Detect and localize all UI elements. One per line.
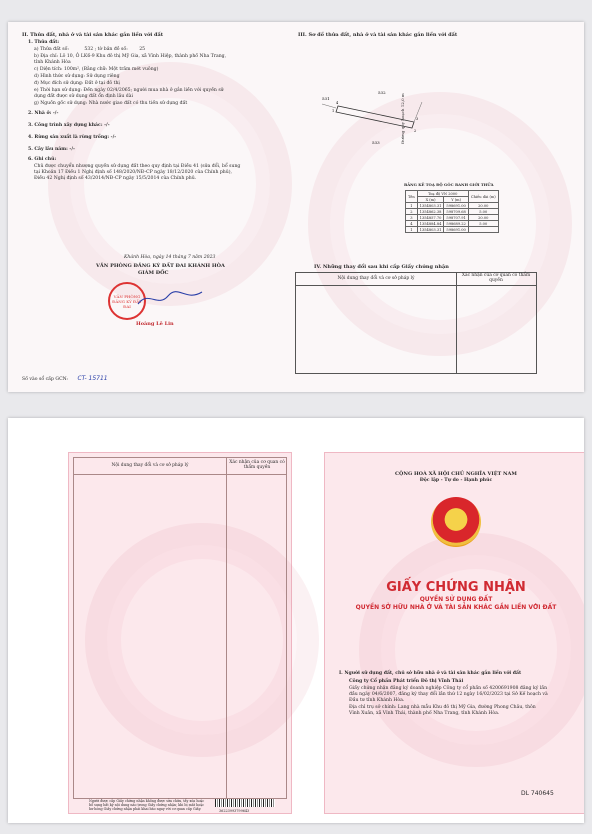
parcel-section-title: 1. Thửa đất:	[28, 40, 60, 45]
owner-name: Công ty Cổ phần Phát triển Đô thị Vĩnh Thái	[349, 679, 464, 684]
cover-page-panel	[324, 452, 584, 814]
note-line-3: Điều 42 Nghị định số 43/2014/NĐ-CP ngày 15/5/2014 của Chính phủ.	[34, 176, 197, 181]
use-term: e) Thời hạn sử dụng: Đến ngày 02/4/2065; người mua nhà ở gắn liền với quyền sử	[34, 88, 224, 93]
coord-header-vn2000: Toạ độ VN 2000	[417, 191, 468, 197]
owner-section-title: I. Người sử dụng đất, chủ sở hữu nhà ở và tài sản khác gắn liền với đất	[339, 671, 522, 676]
changes-table	[295, 272, 537, 374]
parcel-number: 532	[84, 47, 94, 52]
corner-4: 4	[336, 101, 339, 105]
watermark-drum	[359, 533, 584, 767]
use-term-2: dụng đất được sử dụng đất ổn định lâu dài	[34, 94, 133, 99]
forest-section: 4. Rừng sản xuất là rừng trồng: -/-	[28, 135, 117, 140]
page-col-content: Nội dung thay đổi và cơ sở pháp lý	[111, 463, 189, 468]
parcel-area: c) Diện tích: 100m², (Bằng chữ: Một trăm mét vuông)	[34, 67, 159, 72]
corner-3: 3	[416, 117, 419, 121]
perennial-tree-section: 5. Cây lâu năm: -/-	[28, 147, 75, 152]
director-title: GIÁM ĐỐC	[138, 270, 169, 276]
table-row: 3 1354857.70 598707.91 20.00	[406, 215, 499, 221]
corner-2: 2	[414, 129, 417, 133]
changes-col-content: Nội dung thay đổi và cơ sở pháp lý	[337, 276, 415, 281]
issuing-office: VĂN PHÒNG ĐĂNG KÝ ĐẤT ĐAI KHÁNH HÒA	[96, 263, 225, 269]
coord-header-name: Tên	[406, 191, 418, 203]
changes-col-confirm: Xác nhận của cơ quan có thẩm quyền	[461, 273, 531, 283]
section-2-title: II. Thửa đất, nhà ở và tài sản khác gắn liền với đất	[22, 32, 164, 38]
national-emblem-icon	[431, 497, 481, 547]
owner-line-1: Giấy chứng nhận đăng ký doanh nghiệp Công ty cổ phần số 4200691908 đăng ký lần	[349, 686, 548, 691]
note-line-2: tại Khoản 17 Điều 1 Nghị định số 148/2020/NĐ-CP ngày 18/12/2020 của Chính phủ),	[34, 170, 232, 175]
serial-number: DL 740645	[521, 790, 554, 797]
table-row: 1 1354803.31 598691.00	[406, 227, 499, 233]
label-531: 531	[322, 96, 330, 101]
coord-header-x: X (m)	[417, 197, 444, 203]
section-3-title: III. Sơ đồ thửa đất, nhà ở và tài sản khác gắn liền với đất	[298, 32, 458, 38]
use-form: d) Hình thức sử dụng: Sử dụng riêng	[34, 74, 120, 79]
corner-1: 1	[332, 109, 335, 113]
registry-number: Số vào sổ cấp GCN: CT- 15711	[22, 375, 108, 382]
nation-name: CỘNG HOÀ XÃ HỘI CHỦ NGHĨA VIỆT NAM	[395, 471, 517, 477]
owner-line-2: đầu ngày 04/6/2007, đăng ký thay đổi lần thứ 12 ngày 16/02/2023 tại Sở Kế hoạch và	[349, 692, 548, 697]
note-line-1: Chủ được chuyển nhượng quyền sử dụng đất theo quy định tại Điều 41 (sửa đổi, bổ sung	[34, 164, 241, 169]
changes-page-table	[73, 457, 287, 799]
table-row: 1 1354803.31 598691.00 20.00	[406, 203, 499, 209]
section-4-title: IV. Những thay đổi sau khi cấp Giấy chứng nhận	[314, 264, 449, 270]
owner-line-5: Vĩnh Xuân, xã Vĩnh Thái, thành phố Nha Trang, tỉnh Khánh Hòa.	[349, 711, 500, 716]
coord-header-length: Chiều dài (m)	[468, 191, 498, 203]
coordinate-table	[405, 190, 499, 233]
signature-mark	[136, 288, 206, 310]
changes-page-panel	[68, 452, 292, 814]
barcode	[215, 799, 275, 807]
owner-line-4: Địa chỉ trụ sở chính: Lang nhà mẫu Khu đô thị Mỹ Gia, đường Phong Châu, thôn	[349, 705, 536, 710]
certificate-back-page	[8, 22, 584, 392]
parcel-sketch	[318, 82, 428, 152]
issue-date: Khánh Hòa, ngày 14 tháng 7 năm 2023	[124, 255, 216, 260]
barcode-number: 36223993799643	[219, 809, 250, 813]
certificate-subtitle-2: QUYỀN SỞ HỮU NHÀ Ở VÀ TÀI SẢN KHÁC GẮN LIỀN VỚI ĐẤT	[355, 604, 557, 611]
notes-section-title: 6. Ghi chú:	[28, 157, 57, 162]
signer-name: Hoàng Lê Lin	[136, 321, 174, 327]
label-533: 533	[372, 140, 380, 145]
label-532: 532	[378, 90, 386, 95]
use-origin: g) Nguồn gốc sử dụng: Nhà nước giao đất có thu tiền sử dụng đất	[34, 101, 188, 106]
other-construction-section: 3. Công trình xây dựng khác: -/-	[28, 123, 110, 128]
map-number: 25	[139, 47, 146, 52]
certificate-title: GIẤY CHỨNG NHẬN	[386, 580, 526, 595]
use-purpose: đ) Mục đích sử dụng: Đất ở tại đô thị	[34, 81, 120, 86]
owner-line-3: Đầu tư tỉnh Khánh Hòa.	[349, 698, 405, 703]
certificate-subtitle-1: QUYỀN SỬ DỤNG ĐẤT	[419, 596, 493, 603]
house-section: 2. Nhà ở: -/-	[28, 111, 59, 116]
coordinate-table-title: BẢNG KÊ TOẠ ĐỘ GÓC RANH GIỚI THỬA	[404, 182, 494, 187]
parcel-address: b) Địa chỉ: Lô 10, Ô LK6-9 Khu đô thị Mỹ Gia, xã Vĩnh Hiệp, thành phố Nha Trang,	[34, 54, 227, 59]
parcel-number-row: a) Thửa đất số: 532 ; tờ bản đồ số: 25	[34, 47, 146, 52]
table-row: 2 1354862.38 598709.68 5.00	[406, 209, 499, 215]
road-label: Đường quy hoạch 12,0 m	[400, 93, 405, 144]
certificate-front-spread	[8, 418, 584, 823]
warning-note: Người được cấp Giấy chứng nhận không được sửa chữa, tẩy xóa hoặc bổ sung bất kỳ nội dung nào trong Giấy chứng nhận; khi bị mất hoặc hư hỏng Giấy chứng nhận phải khai báo ngay với cơ quan cấp Giấy.	[89, 799, 205, 811]
official-red-seal: VĂN PHÒNG ĐĂNG KÝ ĐẤT ĐAI	[108, 282, 146, 320]
parcel-address-2: tỉnh Khánh Hòa	[34, 60, 71, 65]
table-row: 4 1354884.84 598689.22 5.00	[406, 221, 499, 227]
nation-motto: Độc lập - Tự do - Hạnh phúc	[419, 478, 493, 483]
coord-header-y: Y (m)	[444, 197, 468, 203]
page-col-confirm: Xác nhận của cơ quan có thẩm quyền	[229, 460, 285, 470]
